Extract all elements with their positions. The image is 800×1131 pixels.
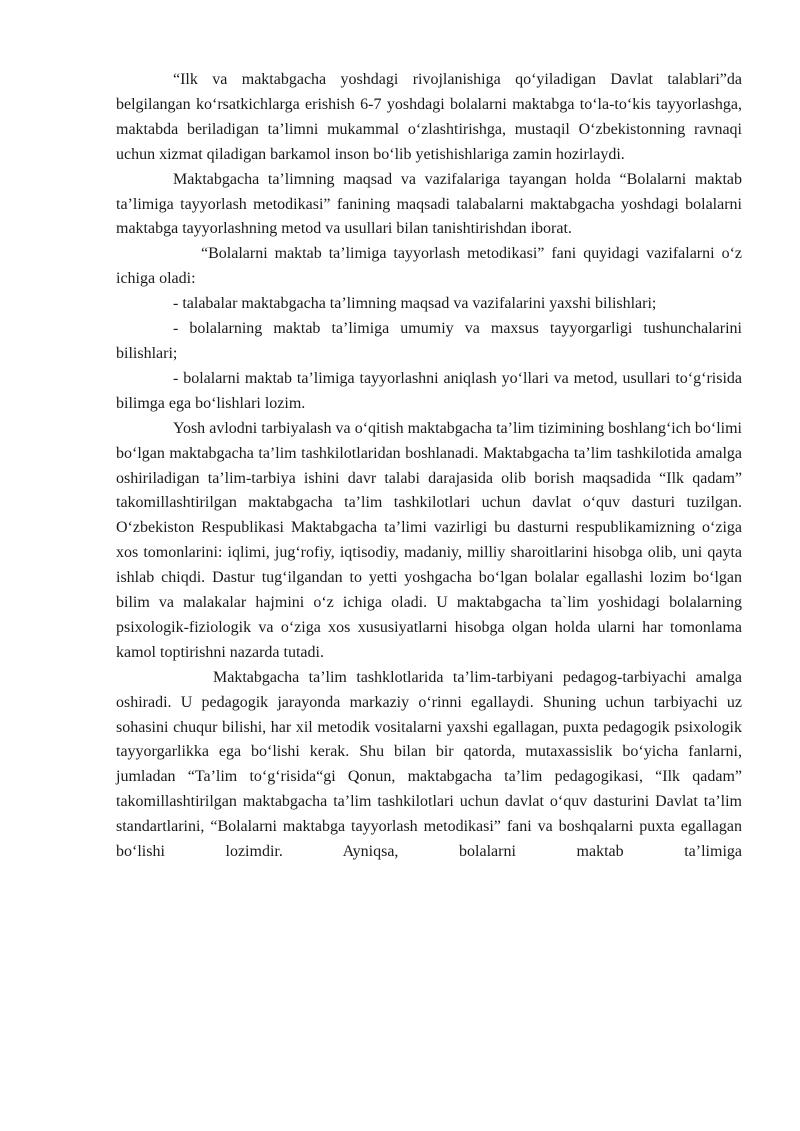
list-item-task-1: - talabalar maktabgacha ta’limning maqsad va vazifalarini yaxshi bilishlari; bbox=[173, 295, 657, 313]
document-page bbox=[116, 68, 742, 865]
paragraph-subject-goal: Maktabgacha ta’limning maqsad va vazifalariga tayangan holda “Bolalarni maktab ta’limiga tayyorlash metodikasi” fanining maqsadi talabalarni maktabgacha yoshdagi bolalarni maktabga tayyorlashning metod va usullari bilan tanishtirishdan iborat. bbox=[116, 170, 742, 238]
paragraph-intro: “Ilk va maktabgacha yoshdagi rivojlanishiga qo‘yiladigan Davlat talablari”da belgilangan ko‘rsatkichlarga erishish 6-7 yoshdagi bolalarni maktabga to‘la-to‘kis tayyorlashga, maktabda beriladigan ta’limni mukammal o‘zlashtirishga, mustaqil O‘zbekistonning ravnaqi uchun xizmat qiladigan barkamol inson bo‘lib yetishishlariga zamin hozirlaydi. bbox=[116, 71, 742, 163]
paragraph-subject-tasks: “Bolalarni maktab ta’limiga tayyorlash metodikasi” fani quyidagi vazifalarni o‘z ichiga oladi: bbox=[116, 245, 742, 288]
list-item-task-3: - bolalarni maktab ta’limiga tayyorlashni aniqlash yo‘llari va metod, usullari to‘g‘risida bilimga ega bo‘lishlari lozim. bbox=[116, 369, 742, 412]
paragraph-teacher-role: Maktabgacha ta’lim tashklotlarida ta’lim-tarbiyani pedagog-tarbiyachi amalga oshiradi. U pedagogik jarayonda markaziy o‘rinni egallaydi. Shuning uchun tarbiyachi uz sohasini chuqur bilishi, har xil metodik vositalarni yaxshi egallagan, puxta pedagogik psixologik tayyorgarlikka ega bo‘lishi kerak. Shu bilan bir qatorda, mutaxassislik bo‘yicha fanlarni, jumladan “Ta’lim to‘g‘risida“gi Qonun, maktabgacha ta’lim pedagogikasi, “Ilk qadam” takomillashtirilgan maktabgacha ta’lim tashkilotlari uchun davlat o‘quv dasturini Davlat ta’lim standartlarini, “Bolalarni maktabga tayyorlash metodikasi” fani va boshqalarni puxta egallagan bo‘lishi lozimdir. Ayniqsa, bolalarni maktab ta’limiga bbox=[116, 668, 742, 861]
paragraph-ilk-qadam-program: Yosh avlodni tarbiyalash va o‘qitish maktabgacha ta’lim tizimining boshlang‘ich bo‘limi bo‘lgan maktabgacha ta’lim tashkilotlaridan boshlanadi. Maktabgacha ta’lim tashkilotida amalga oshiriladigan ta’lim-tarbiya ishini davr talabi darajasida olib borish maqsadida “Ilk qadam” takomillashtirilgan maktabgacha ta’lim tashkilotlari uchun davlat o‘quv dasturi tuzilgan. O‘zbekiston Respublikasi Maktabgacha ta’limi vazirligi bu dasturni respublikamizning o‘ziga xos tomonlarini: iqlimi, jug‘rofiy, iqtisodiy, madaniy, milliy sharoitlarini hisobga olib, uni qayta ishlab chiqdi. Dastur tug‘ilgandan to yetti yoshgacha bo‘lgan bolalar egallashi lozim bo‘lgan bilim va malakalar hajmini o‘z ichiga oladi. U maktabgacha ta`lim yoshidagi bolalarning psixologik-fiziologik va o‘ziga xos xususiyatlarni hisobga olgan holda ularni har tomonlama kamol toptirishni nazarda tutadi. bbox=[116, 419, 742, 661]
list-item-task-2: - bolalarning maktab ta’limiga umumiy va maxsus tayyorgarligi tushunchalarini bilishlari; bbox=[116, 320, 742, 362]
